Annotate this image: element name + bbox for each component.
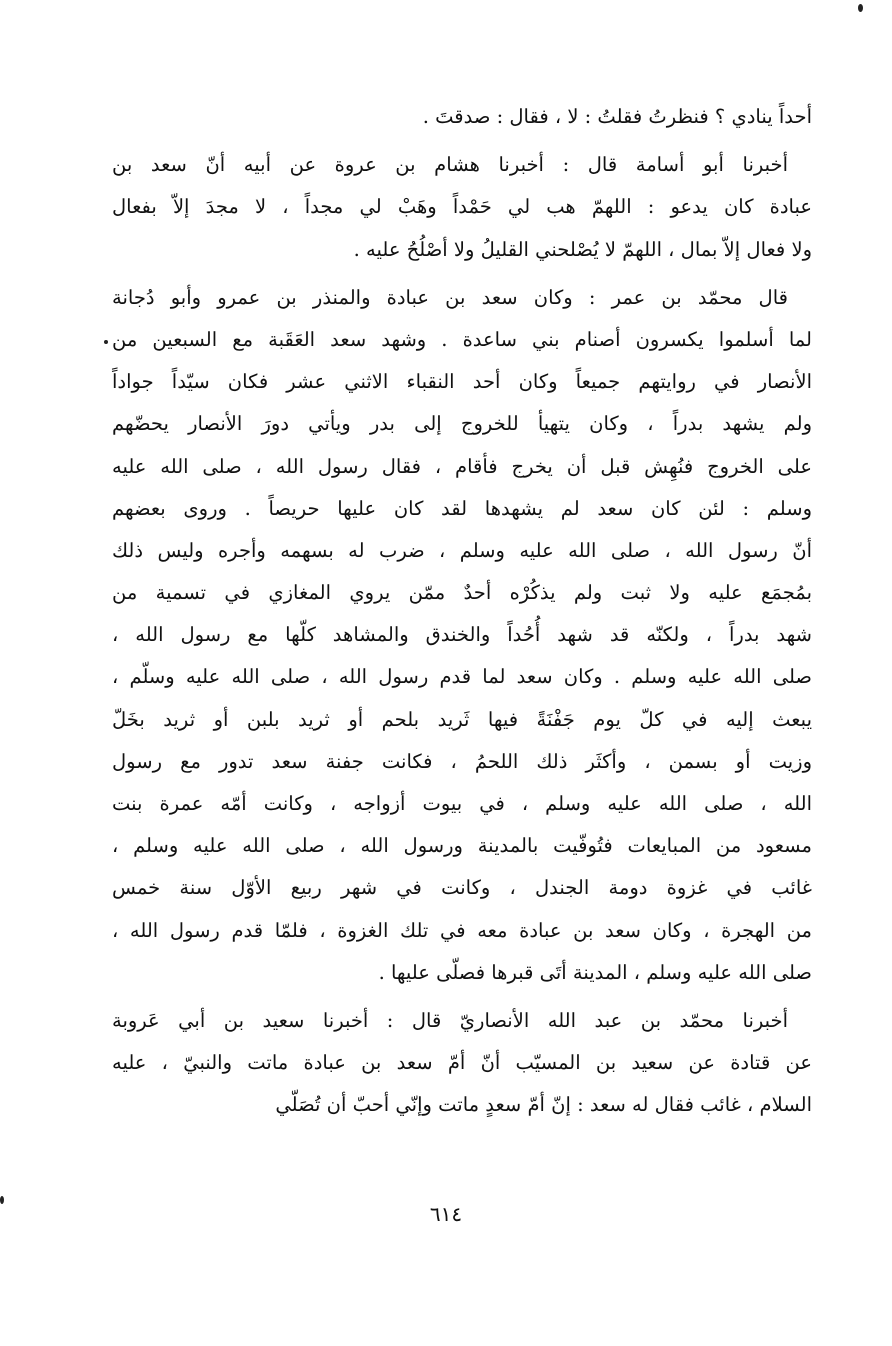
body-text: [112, 96, 812, 1127]
scan-speck: [858, 4, 863, 12]
text-line: على الخروج فنُهِش قبل أن يخرج فأقام ، فقال رسول الله ، صلى الله عليه: [112, 454, 812, 478]
text-line: عبادة كان يدعو : اللهمّ هب لي حَمْداً وهَبْ لي مجداً ، لا مجدَ إلاّ بفعال: [112, 195, 812, 219]
text-line: مسعود من المبايعات فتُوفّيت بالمدينة ورسول الله ، صلى الله عليه وسلم ،: [112, 834, 812, 858]
text-line: أحداً ينادي ؟ فنظرتُ فقلتُ : لا ، فقال : صدقتَ .: [422, 105, 812, 128]
text-line: قال محمّد بن عمر : وكان سعد بن عبادة والمنذر بن عمرو وأبو دُجانة: [112, 285, 788, 309]
text-line: شهد بدراً ، ولكنّه قد شهد أُحُداً والخندق والمشاهد كلّها مع رسول الله ،: [112, 623, 812, 647]
text-line: أخبرنا أبو أسامة قال : أخبرنا هشام بن عروة عن أبيه أنّ سعد بن: [112, 153, 788, 177]
text-line: ولا فعال إلاّ بمال ، اللهمّ لا يُصْلحني القليلُ ولا أصْلُحُ عليه .: [353, 237, 812, 261]
text-line: غائب في غزوة دومة الجندل ، وكانت في شهر ربيع الأوّل سنة خمس: [112, 876, 812, 900]
page-number: ٦١٤: [429, 1202, 463, 1226]
scan-speck: [104, 340, 108, 344]
text-line: لما أسلموا يكسرون أصنام بني ساعدة . وشهد سعد العَقَبة مع السبعين من: [112, 327, 812, 351]
text-line: أخبرنا محمّد بن عبد الله الأنصاريّ قال : أخبرنا سعيد بن أبي عَروبة: [112, 1008, 788, 1032]
text-line: الأنصار في روايتهم جميعاً وكان أحد النقباء الاثني عشر فكان سيّداً جواداً: [112, 370, 812, 394]
text-line: وزيت أو بسمن ، وأكثَر ذلك اللحمُ ، فكانت جفنة سعد تدور مع رسول: [112, 749, 812, 773]
text-line: ولم يشهد بدراً ، وكان يتهيأ للخروج إلى بدر ويأتي دورَ الأنصار يحضّهم: [112, 412, 812, 436]
text-line: أنّ رسول الله ، صلى الله عليه وسلم ، ضرب له بسهمه وأجره وليس ذلك: [112, 538, 812, 562]
text-line: صلى الله عليه وسلم ، المدينة أتَى قبرها فصلّى عليها .: [378, 960, 812, 984]
text-line: عن قتادة عن سعيد بن المسيّب أنّ أمّ سعد بن عبادة ماتت والنبيّ ، عليه: [112, 1051, 812, 1075]
text-line: الله ، صلى الله عليه وسلم ، في بيوت أزواجه ، وكانت أمّه عمرة بنت: [112, 792, 812, 815]
text-line: السلام ، غائب فقال له سعد : إنّ أمّ سعدٍ ماتت وإنّي أحبّ أن تُصَلّي: [275, 1093, 812, 1117]
scan-speck: [0, 1196, 4, 1204]
text-line: من الهجرة ، وكان سعد بن عبادة معه في تلك الغزوة ، فلمّا قدم رسول الله ،: [112, 918, 812, 942]
text-line: وسلم : لئن كان سعد لم يشهدها لقد كان عليها حريصاً . وروى بعضهم: [112, 496, 812, 520]
text-line: بمُجمَع عليه ولا ثبت ولم يذكُرْه أحدٌ ممّن يروي المغازي في تسمية من: [112, 581, 812, 605]
text-line: صلى الله عليه وسلم . وكان سعد لما قدم رسول الله ، صلى الله عليه وسلّم ،: [112, 665, 812, 689]
text-line: يبعث إليه في كلّ يوم جَفْنَةً فيها ثَريد بلحم أو ثريد بلبن أو ثريد بخَلّ: [112, 707, 812, 731]
